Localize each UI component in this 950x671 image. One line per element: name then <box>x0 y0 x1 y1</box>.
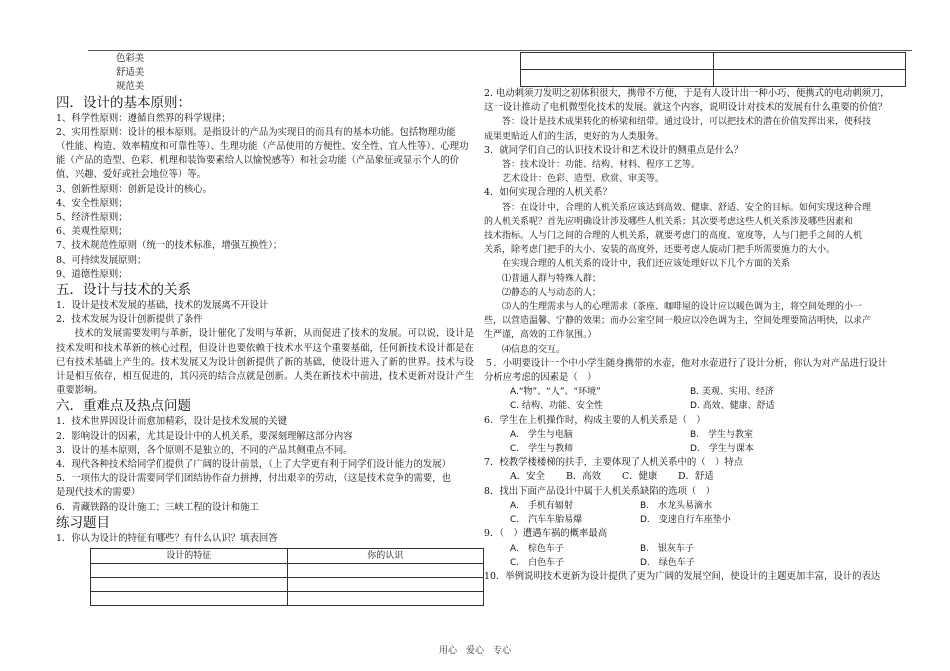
answer-4: 答：在设计中，合理的人机关系应该达到高效、健康、舒适、安全的目标。如何实现这种合理 <box>502 202 872 213</box>
question-9-options <box>484 556 914 570</box>
question-9: 9．（ ）遭遇车祸的概率最高 <box>484 528 608 540</box>
table-row <box>91 564 484 578</box>
principle-line: 5、经济性原则； <box>56 212 128 224</box>
table-row <box>91 592 484 606</box>
principle-line: 能（产品的造型、色彩、机理和装饰要素给人以愉悦感等）和社会功能（产品象征或显示个人的价 <box>56 155 460 167</box>
option: D. 绿色车子 <box>640 557 695 568</box>
option: B. 美观、实用、经济 <box>690 387 774 398</box>
key-point-line: 5．一项伟大的设计需要同学们团结协作奋力拼搏，付出艰辛的劳动，（这是技术竞争的需要，也 <box>56 473 452 485</box>
table-cell <box>713 70 906 87</box>
right-column <box>484 52 914 584</box>
question-10: 10．举例说明技术更新为设计提供了更为广阔的发展空间，使设计的主题更加丰富，设计的表达 <box>484 570 881 582</box>
option: C．健康 <box>622 471 658 483</box>
question-7-options <box>484 470 914 484</box>
answer-4: 的人机关系呢？首先应明确设计涉及哪些人机关系；其次要考虑这些人机关系涉及哪些因素和 <box>484 216 854 227</box>
principle-line: 1、科学性原则：遵循自然界的科学规律； <box>56 112 231 124</box>
question-2: 2. 电动刺须刀发明之初体积很大，携带不方便，于是有人设计出一种小巧、便携式的电动刺须刀， <box>484 88 890 99</box>
table-cell <box>91 592 288 606</box>
option: A. 棕色车子 <box>510 543 564 554</box>
table-row <box>521 70 906 87</box>
question-5-options <box>484 399 914 413</box>
option: C. 白色车子 <box>510 557 565 568</box>
question-8-options <box>484 513 914 527</box>
answer-4-item: 些，以营造温馨、宁静的效果；而办公室空间一般应以冷色调为主，空间处理要简洁明快，以求产 <box>484 316 872 327</box>
option: A.“物”、“人”、“环境” <box>510 387 601 398</box>
key-point-line: 1．技术世界因设计而愈加精彩，设计是技术发展的关键 <box>56 416 287 428</box>
option: D．舒适 <box>678 471 714 483</box>
key-point-line: 6．青藏铁路的设计施工；三峡工程的设计和施工 <box>56 501 259 513</box>
section-6-title: 六．重难点及热点问题 <box>56 398 191 415</box>
relation-line: 2．技术发展为设计创新提供了条件 <box>56 314 203 326</box>
answer-4-item: 生严谨，高效的工作氛围。） <box>484 330 597 341</box>
aesthetic-item: 色彩美 <box>116 53 145 64</box>
key-point-line: 4．现代各种技术给同学们提供了广阔的设计前景，（上了大学更有利于同学们设计能力的发展） <box>56 459 452 471</box>
aesthetic-item: 舒适美 <box>116 67 145 79</box>
continued-table <box>520 52 906 87</box>
principle-line: 6、美观性原则； <box>56 226 128 238</box>
principle-line: （性能、构造、效率精度和可靠性等）、生理功能（产品使用的方便性、安全性、宜人性等）、心理功 <box>56 141 469 153</box>
option: C. 学生与教师 <box>510 444 574 455</box>
table-header-cell: 你的认识 <box>287 549 484 564</box>
answer-4: 技术指标。人与门之间的合理的人机关系，就要考虑门的高度、宽度等，人与门把手之间的人机 <box>484 231 863 242</box>
table-cell <box>521 70 714 87</box>
key-point-line: 3．设计的基本原则，各个原则不是独立的，不同的产品其侧重点不同。 <box>56 444 353 456</box>
table-cell <box>287 564 484 578</box>
option: B. 银灰车子 <box>640 543 695 554</box>
table-row <box>521 53 906 70</box>
question-2: 这一设计推动了电机微型化技术的发展。就这个内容，说明设计对技术的发展有什么重要的价值？ <box>484 102 888 114</box>
left-column <box>56 52 474 606</box>
option: C. 汽车车胎易爆 <box>510 515 583 526</box>
answer-2: 成果更贴近人们的生活，更好的为人类服务。 <box>484 131 665 142</box>
question-5: 分析应考虑的因素是（ ） <box>484 372 597 384</box>
principle-line: 4、安全性原则； <box>56 197 128 209</box>
answer-4-item: ⑵静态的人与动态的人； <box>502 287 602 298</box>
option: A. 手机有辐射 <box>510 500 573 511</box>
principle-line: 值、兴趣、爱好或社会地位等）等。 <box>56 169 207 181</box>
relation-paragraph: 技术的发展需要发明与革新，设计催化了发明与革新，从而促进了技术的发展。可以说，设计是技术发明和技术革新的核心过程，但设计也要依赖于技术水平这个重要基础，任何新技术设计都是在已有技术基础上产生的。技术发展又为设计创新提供了新的基础，使设计进入了新的世界。技术与设计是相互依存，相互促进的，其闪亮的结合点就是创新。人类在新技术中前进，技术更新对设计产生重要影响。 <box>56 328 474 397</box>
option: C. 结构、功能、安全性 <box>510 401 604 412</box>
table-cell <box>287 578 484 592</box>
answer-2: 答：设计是技术成果转化的桥梁和纽带。通过设计，可以把技术的潜在价值发挥出来，使科技 <box>502 117 872 128</box>
page-footer: 用心 爱心 专心 <box>438 646 511 656</box>
answer-4-item: ⑴普通人群与特殊人群； <box>502 273 602 284</box>
aesthetic-item: 规范美 <box>116 81 145 93</box>
option: B. 水龙头易滴水 <box>640 500 713 511</box>
answer-3: 艺术设计：色彩、造型、欣赏、审美等。 <box>502 174 665 185</box>
question-8-options <box>484 499 914 513</box>
question-5-options <box>484 385 914 399</box>
table-cell <box>521 53 714 70</box>
option: B．高效 <box>566 471 602 483</box>
table-cell <box>713 53 906 70</box>
table-cell <box>91 578 288 592</box>
key-point-line: 是现代技术的需要） <box>56 487 141 499</box>
principle-line: 9、道德性原则； <box>56 268 128 280</box>
question-7: 7．校教学楼楼梯的扶手，主要体现了人机关系中的（ ）特点 <box>484 457 744 469</box>
option: B. 学生与教室 <box>690 429 754 440</box>
question-8: 8．找出下面产品设计中属于人机关系缺陷的选项（ ） <box>484 485 715 497</box>
option: A. 学生与电脑 <box>510 429 573 440</box>
question-9-options <box>484 542 914 556</box>
answer-4-item: ⑷信息的交互。 <box>502 344 566 355</box>
answer-4-intro: 在实现合理的人机关系的设计中，我们还应该处理好以下几个方面的关系 <box>502 259 791 270</box>
feature-table <box>90 548 484 606</box>
answer-4-item: ⑶人的生理需求与人的心理需求（茶座、咖啡屋的设计应以暖色调为主，将空间处理的小一 <box>502 302 863 313</box>
option: D. 变速自行车座垫小 <box>640 515 731 526</box>
relation-line: 1．设计是技术发展的基础，技术的发展离不开设计 <box>56 300 269 312</box>
key-point-line: 2．影响设计的因素，尤其是设计中的人机关系，要深刻理解这部分内容 <box>56 430 353 442</box>
principle-line: 8、可持续发展原则； <box>56 254 147 266</box>
question-1: 1．你认为设计的特征有哪些？有什么认识？填表回答 <box>56 532 278 544</box>
table-header-cell: 设计的特征 <box>91 549 288 564</box>
answer-4: 关系，除考虑门把手的大小、安装的高度外，还要考虑人旋动门把手所需要施力的大小。 <box>484 245 836 256</box>
table-header-row <box>91 549 484 564</box>
answer-3: 答：技术设计：功能、结构、材料、程序工艺等。 <box>502 160 701 171</box>
option: D. 学生与课本 <box>690 444 754 455</box>
section-5-title: 五．设计与技术的关系 <box>56 282 191 299</box>
exercise-title: 练习题目 <box>56 514 110 531</box>
table-cell <box>287 592 484 606</box>
section-4-title: 四．设计的基本原则： <box>56 94 191 111</box>
principle-line: 2、实用性原则：设计的根本原则。是指设计的产品为实现目的而具有的基本功能。包括物理功能 <box>56 126 456 138</box>
question-6-options <box>484 442 914 456</box>
table-cell <box>91 564 288 578</box>
question-4: 4．如何实现合理的人机关系？ <box>484 187 612 199</box>
header-rule <box>88 50 912 51</box>
question-6: 6．学生在上机操作时，构成主要的人机关系是（ ） <box>484 414 706 426</box>
option: D. 高效、健康、舒适 <box>690 401 775 412</box>
option: A．安全 <box>510 471 545 483</box>
principle-line: 3、创新性原则：创新是设计的核心。 <box>56 183 212 195</box>
question-6-options <box>484 428 914 442</box>
principle-line: 7、技术规范性原则（统一的技术标准，增强互换性）； <box>56 240 283 252</box>
table-row <box>91 578 484 592</box>
question-5: ５．小明要设计一个中小学生随身携带的水壶，他对水壶进行了设计分析，你认为对产品进行设计 <box>484 357 888 369</box>
question-3: 3．就同学们自己的认识技术设计和艺术设计的侧重点是什么？ <box>484 144 744 156</box>
